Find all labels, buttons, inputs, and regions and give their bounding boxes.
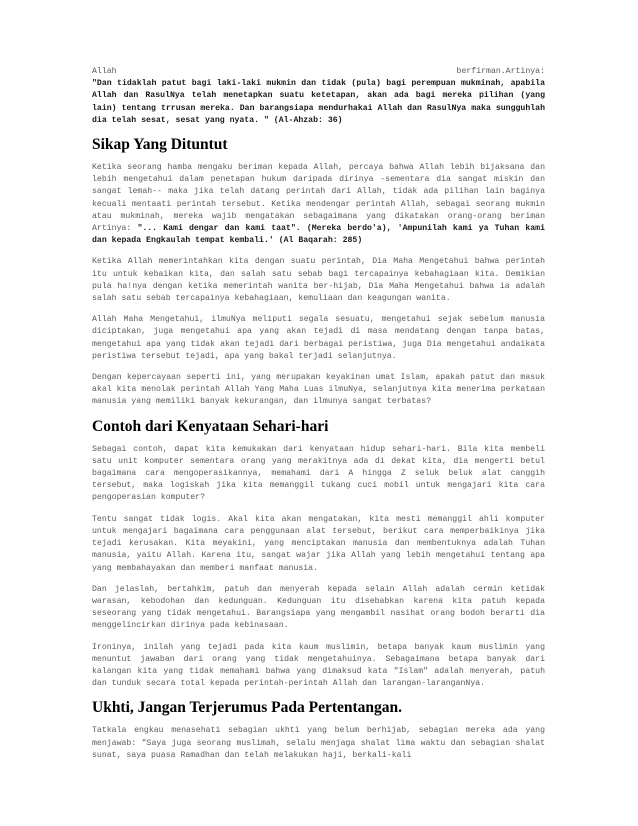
intro-quote: "Dan tidaklah patut bagi laki-laki mukmin dan tidak (pula) bagi perempuan mukminah, apabila Allah dan RasulNya telah menetapkan suatu ketetapan, akan ada bagi mereka pilihan (yang lain) tentang trrusan mereka. Dan barangsiapa mendurhakai Allah dan RasulNya maka sungguhlah dia telah sesat, sesat yang nyata. " (Al-Ahzab: 36) — [92, 79, 545, 125]
section-ukhti — [92, 725, 545, 762]
intro-line-right: berfirman.Artinya: — [456, 67, 545, 76]
paragraph: Ketika Allah memerintahkan kita dengan suatu perintah, Dia Maha Mengetahui bahwa perintah itu untuk kebaikan kita, dan salah satu sebab bagi tercapainya kebahagiaan kita. Demikian pula ha!nya dengan ketika memerintah wanita ber-hijab, Dia Maha Mengetahui bahwa ia adalah salah satu sebab tercapainya kebahagiaan, kemuliaan dan keagungan wanita. — [92, 257, 545, 304]
paragraph: Sebagai contoh, dapat kita kemukakan dari kenyataan hidup sehari-hari. Bila kita membeli satu unit komputer sementara orang yang merakitnya ada di dekat kita, dia mengerti betul bagaimana cara mengoperasikannya, memahami dari A hingga Z seluk beluk alat canggih tersebut, maka logiskah jika kita memanggil tukang cuci mobil untuk mengajari kita cara pengoperasian komputer? — [92, 444, 545, 503]
section-contoh — [92, 444, 545, 691]
paragraph: Tentu sangat tidak logis. Akal kita akan mengatakan, kita mesti memanggil ahli komputer untuk mengajari bagaimana cara penggunaan alat tersebut, berikut cara memperbaikinya jika tejadi kerusakan. Kita meyakini, yang menciptakan manusia dan membentuknya adalah Tuhan manusia, yaitu Allah. Karena itu, sangat wajar jika Allah yang lebih mengetahui tentang apa yang membahayakan dan memberi manfaat manusia. — [92, 514, 545, 573]
document-page — [92, 66, 545, 771]
paragraph-text: Ketika seorang hamba mengaku beriman kepada Allah, percaya bahwa Allah lebih bijaksana dan lebih mengetahui dalam penetapan hukum daripada dirinya -sementara dia sangat miskin dan sangat lemah-- maka jika telah datang perintah dari Allah, tidak ada pilihan lain baginya kecuali mentaati perintah tersebut. Ketika mendengar perintah Allah, sebagai seorang mukmin atau mukminah, mereka wajib mengatakan sebagaimana yang dikatakan orang-orang beriman Artinya: — [92, 163, 545, 234]
paragraph: Ironinya, inilah yang tejadi pada kita kaum muslimin, betapa banyak kaum muslimin yang menuntut jawaban dari orang yang tidak mengetahuinya. Sebagaimana betapa banyak dari kalangan kita yang tidak memahami bahwa yang dimaksud kata "Islam" adalah menyerah, patuh dan tunduk secara total kepada perintah-perintah Allah dan larangan-laranganNya. — [92, 642, 545, 689]
paragraph: Tatkala engkau menasehati sebagian ukhti yang belum berhijab, sebagian mereka ada yang menjawab: "Saya juga seorang muslimah, selalu menjaga shalat lima waktu dan sebagian shalat sunat, saya puasa Ramadhan dan telah melakukan haji, berkali-kali — [92, 726, 545, 760]
paragraph — [92, 162, 545, 247]
paragraph: Dan jelaslah, bertahkim, patuh dan menyerah kepada selain Allah adalah cermin ketidak warasan, kebodohan dan kedunguan. Kedunguan itu disebabkan karena kita patuh kepada seseorang yang tidak mengetahui. Barangsiapa yang mengambil nasihat orang bodoh berarti dia menggelincirkan dirinya pada kebinasaan. — [92, 584, 545, 631]
section-sikap — [92, 162, 545, 409]
paragraph: Dengan kepercayaan seperti ini, yang merupakan keyakinan umat Islam, apakah patut dan masuk akal kita menolak perintah Allah Yang Maha Luas ilmuNya, selanjutnya kita menerima perkataan manusia yang memiliki banyak kekurangan, dan ilmunya sangat terbatas? — [92, 373, 545, 407]
intro-line-left: Allah — [92, 67, 117, 76]
section-heading-contoh: Contoh dari Kenyataan Sehari-hari — [92, 417, 329, 435]
section-heading-ukhti: Ukhti, Jangan Terjerumus Pada Pertentangan. — [92, 699, 403, 717]
quote-text: "... Kami dengar dan kami taat". (Mereka berdo'a), 'Ampunilah kami ya Tuhan kami dan kepada Engkaulah tempat kembali.' (Al Baqarah: 285) — [92, 224, 545, 246]
intro-block — [92, 66, 545, 127]
paragraph: Allah Maha Mengetahui, ilmuNya meliputi segala sesuatu, mengetahui sejak sebelum manusia diciptakan, juga mengetahui apa yang akan tejadi di masa mendatang dengan tanpa batas, mengetahui apa yang tidak akan tejadi dari berbagai peristiwa, juga Dia mengetahui andaikata peristiwa tersebut tejadi, apa yang bakal terjadi selanjutnya. — [92, 315, 545, 361]
section-heading-sikap: Sikap Yang Dituntut — [92, 136, 228, 154]
intro-first-line — [92, 66, 545, 78]
